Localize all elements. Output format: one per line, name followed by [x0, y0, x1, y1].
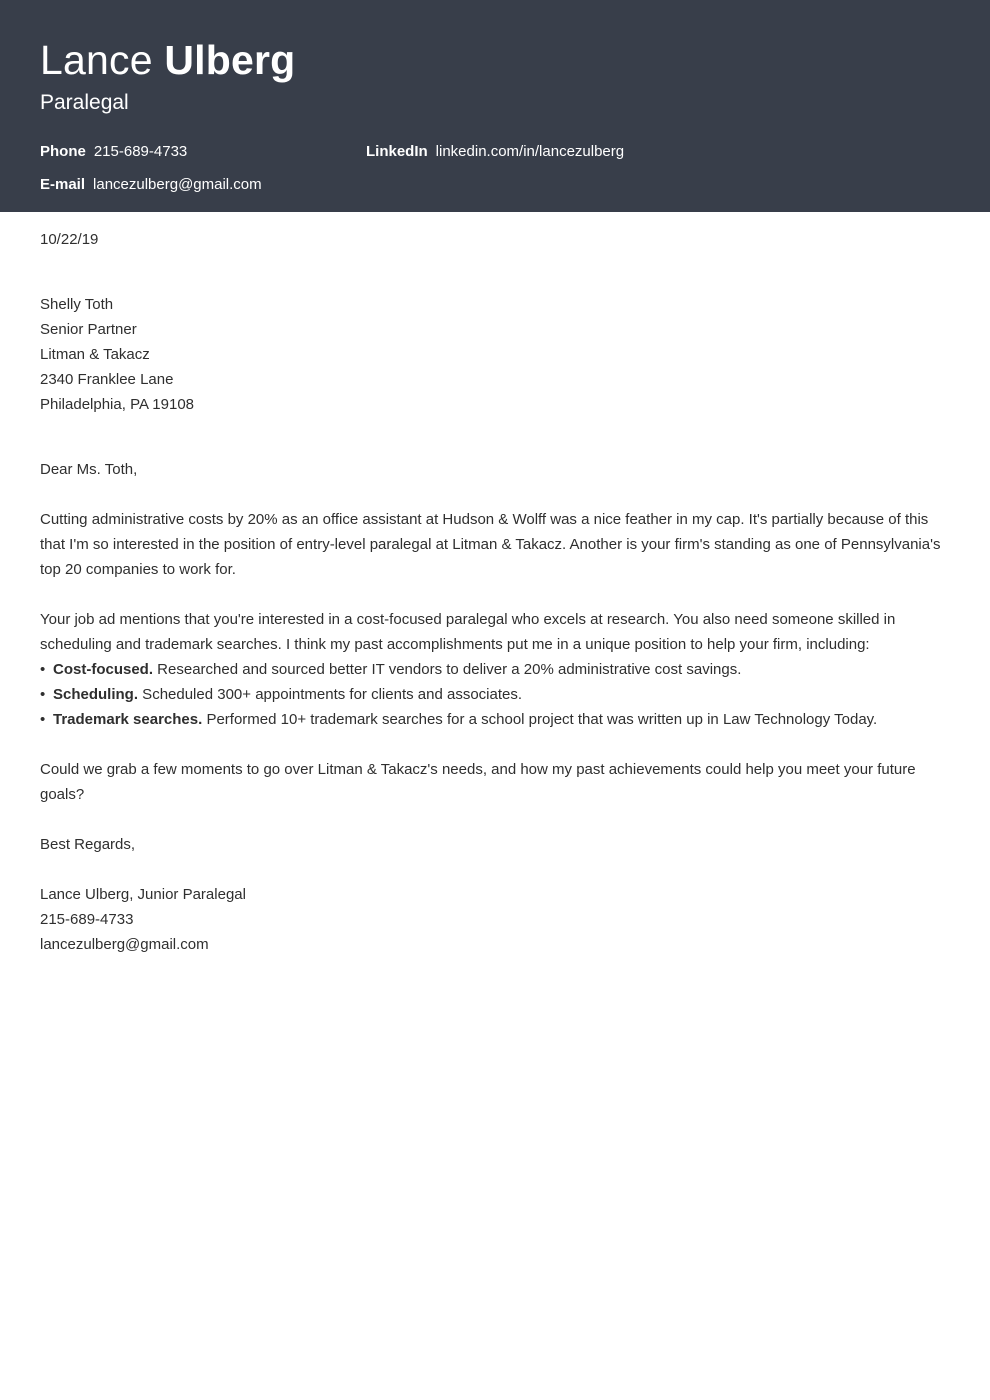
- bullet-text: Performed 10+ trademark searches for a school project that was written up in Law Technology Today.: [202, 711, 878, 728]
- list-item: [40, 657, 950, 682]
- bullet-heading: Cost-focused.: [53, 661, 154, 678]
- applicant-name: [40, 36, 950, 84]
- paragraph-requirements: [40, 607, 950, 732]
- paragraph-requirements-text: Your job ad mentions that you're interested in a cost-focused paralegal who excels at research. You also need someone skilled in scheduling and trademark searches. I think my past accomplishments put me in a unique position to help your firm, including:: [40, 611, 896, 653]
- bullet-text: Researched and sourced better IT vendors to deliver a 20% administrative cost savings.: [153, 661, 742, 678]
- resume-header: [0, 0, 990, 212]
- signature: [40, 882, 950, 957]
- email-label: E-mail: [40, 176, 86, 193]
- list-item: [40, 682, 950, 707]
- paragraph-intro: Cutting administrative costs by 20% as an office assistant at Hudson & Wolff was a nice feather in my cap. It's partially because of this that I'm so interested in the position of entry-level paralegal at Litman & Takacz. Another is your firm's standing as one of Pennsylvania's top 20 companies to work for.: [40, 511, 941, 578]
- bullet-text: Scheduled 300+ appointments for clients and associates.: [138, 686, 523, 703]
- list-item: [40, 707, 950, 732]
- phone-contact: [40, 143, 187, 161]
- paragraph-closing: Could we grab a few moments to go over Litman & Takacz's needs, and how my past achievements could help you meet your future goals?: [40, 761, 916, 803]
- bullet-icon: •: [40, 661, 46, 678]
- linkedin-value: linkedin.com/in/lancezulberg: [435, 143, 625, 160]
- job-title: Paralegal: [40, 91, 129, 114]
- letter-date: 10/22/19: [40, 231, 99, 248]
- recipient-city: Philadelphia, PA 19108: [40, 396, 195, 413]
- salutation: Dear Ms. Toth,: [40, 461, 138, 478]
- bullet-heading: Scheduling.: [53, 686, 139, 703]
- last-name: Ulberg: [164, 37, 296, 83]
- recipient-name: Shelly Toth: [40, 296, 114, 313]
- recipient-address: [40, 292, 950, 417]
- recipient-position: Senior Partner: [40, 321, 137, 338]
- signature-email: lancezulberg@gmail.com: [40, 936, 209, 953]
- signature-phone: 215-689-4733: [40, 911, 134, 928]
- recipient-street: 2340 Franklee Lane: [40, 371, 174, 388]
- linkedin-label: LinkedIn: [366, 143, 428, 160]
- phone-label: Phone: [40, 143, 86, 160]
- bullet-icon: •: [40, 686, 46, 703]
- phone-value: 215-689-4733: [93, 143, 188, 160]
- recipient-company: Litman & Takacz: [40, 346, 150, 363]
- first-name: Lance: [40, 37, 153, 83]
- linkedin-contact: [366, 143, 624, 161]
- bullet-heading: Trademark searches.: [53, 711, 203, 728]
- closing: Best Regards,: [40, 836, 136, 853]
- email-value: lancezulberg@gmail.com: [93, 176, 262, 193]
- email-contact: [40, 176, 262, 194]
- signature-name: Lance Ulberg, Junior Paralegal: [40, 886, 246, 903]
- bullet-icon: •: [40, 711, 46, 728]
